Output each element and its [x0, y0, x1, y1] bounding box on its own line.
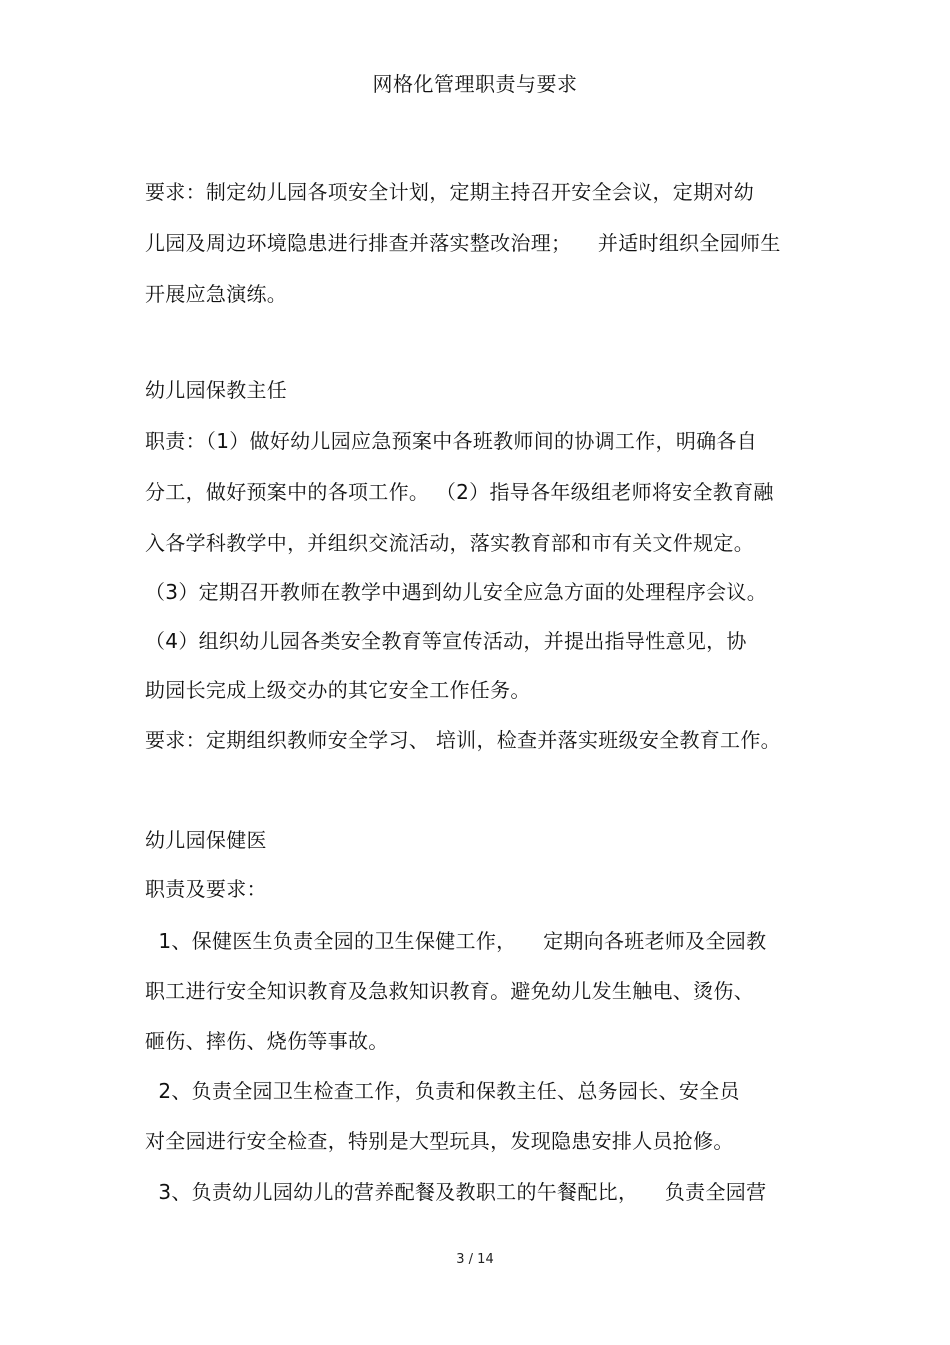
- paragraph-line: 职责：（1）做好幼儿园应急预案中各班教师间的协调工作，明确各自: [145, 429, 758, 453]
- paragraph-line: 要求：制定幼儿园各项安全计划，定期主持召开安全会议，定期对幼: [145, 180, 754, 204]
- paragraph-line: （4）组织幼儿园各类安全教育等宣传活动，并提出指导性意见，协: [145, 629, 747, 653]
- page-indicator: 3 / 14: [456, 1252, 494, 1267]
- document-title: 网格化管理职责与要求: [372, 72, 578, 96]
- paragraph-line: 职工进行安全知识教育及急救知识教育。避免幼儿发生触电、烫伤、: [145, 979, 754, 1003]
- paragraph-line: 职责及要求：: [145, 877, 267, 901]
- paragraph-line: 2、负责全园卫生检查工作，负责和保教主任、总务园长、安全员: [145, 1079, 740, 1103]
- paragraph-line: 1、保健医生负责全园的卫生保健工作， 定期向各班老师及全园教: [145, 929, 767, 953]
- paragraph-line: 分工，做好预案中的各项工作。 （2）指导各年级组老师将安全教育融: [145, 480, 774, 504]
- paragraph-line: 助园长完成上级交办的其它安全工作任务。: [145, 678, 531, 702]
- paragraph-line: 砸伤、摔伤、烧伤等事故。: [145, 1029, 389, 1053]
- section-heading: 幼儿园保教主任: [145, 378, 288, 402]
- paragraph-line: 儿园及周边环境隐患进行排查并落实整改治理； 并适时组织全园师生: [145, 231, 781, 255]
- paragraph-line: 要求：定期组织教师安全学习、 培训，检查并落实班级安全教育工作。: [145, 728, 781, 752]
- section-heading: 幼儿园保健医: [145, 828, 267, 852]
- paragraph-line: 入各学科教学中，并组织交流活动，落实教育部和市有关文件规定。: [145, 531, 754, 555]
- paragraph-line: （3）定期召开教师在教学中遇到幼儿安全应急方面的处理程序会议。: [145, 580, 768, 604]
- paragraph-line: 3、负责幼儿园幼儿的营养配餐及教职工的午餐配比， 负责全园营: [145, 1180, 767, 1204]
- paragraph-line: 对全园进行安全检查，特别是大型玩具，发现隐患安排人员抢修。: [145, 1129, 734, 1153]
- paragraph-line: 开展应急演练。: [145, 282, 288, 306]
